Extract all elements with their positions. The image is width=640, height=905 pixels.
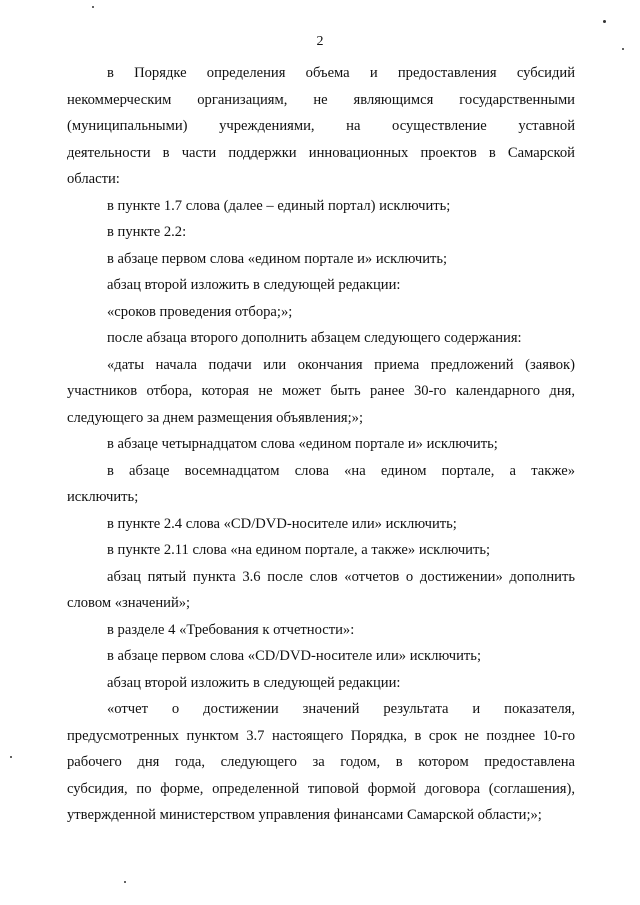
text-line: «отчет о достижении значений результата и показателя, bbox=[107, 701, 575, 717]
text-line: абзац второй изложить в следующей редакции: bbox=[107, 674, 401, 691]
page-number: 2 bbox=[316, 34, 324, 49]
text-line: области: bbox=[67, 171, 120, 187]
text-line: в пункте 2.11 слова «на едином портале, а также» исключить; bbox=[107, 542, 491, 558]
text-line: после абзаца второго дополнить абзацем следующего содержания: bbox=[107, 330, 522, 346]
text-line: некоммерческим организациям, не являющимся государственными bbox=[67, 91, 575, 108]
scan-speck bbox=[92, 6, 94, 8]
text-line: (муниципальными) учреждениями, на осуществление уставной bbox=[67, 118, 575, 134]
text-line: «даты начала подачи или окончания приема предложений (заявок) bbox=[107, 356, 575, 373]
text-line: «сроков проведения отбора;»; bbox=[107, 303, 293, 320]
text-line: в Порядке определения объема и предоставления субсидий bbox=[107, 65, 575, 81]
text-line: в абзаце первом слова «CD/DVD-носителе или» исключить; bbox=[107, 648, 481, 664]
text-line: абзац пятый пункта 3.6 после слов «отчетов о достижении» дополнить bbox=[107, 568, 575, 585]
text-line: деятельности в части поддержки инновационных проектов в Самарской bbox=[67, 144, 575, 161]
text-line: предусмотренных пунктом 3.7 настоящего Порядка, в срок не позднее 10-го bbox=[67, 727, 575, 744]
text-line: абзац второй изложить в следующей редакции: bbox=[107, 277, 401, 293]
scan-speck bbox=[10, 756, 12, 758]
scan-speck bbox=[124, 881, 126, 883]
text-line: в пункте 1.7 слова (далее – единый портал) исключить; bbox=[107, 197, 451, 214]
text-line: рабочего дня года, следующего за годом, в котором предоставлена bbox=[67, 754, 575, 770]
text-line: в абзаце четырнадцатом слова «едином портале и» исключить; bbox=[107, 436, 498, 452]
text-line: в абзаце первом слова «едином портале и» исключить; bbox=[107, 250, 448, 267]
text-line: следующего за днем размещения объявления;»; bbox=[67, 409, 363, 426]
text-line: в пункте 2.2: bbox=[107, 224, 187, 240]
scan-speck bbox=[603, 20, 606, 23]
document-body bbox=[67, 60, 575, 829]
text-line: в абзаце восемнадцатом слова «на едином портале, а также» bbox=[107, 462, 575, 479]
text-line: участников отбора, которая не может быть ранее 30-го календарного дня, bbox=[67, 383, 575, 399]
text-line: словом «значений»; bbox=[67, 595, 191, 611]
text-line: исключить; bbox=[67, 489, 139, 505]
text-line: субсидия, по форме, определенной типовой формой договора (соглашения), bbox=[67, 780, 575, 797]
text-line: в разделе 4 «Требования к отчетности»: bbox=[107, 621, 355, 638]
text-line: утвержденной министерством управления финансами Самарской области;»; bbox=[67, 807, 542, 823]
text-line: в пункте 2.4 слова «CD/DVD-носителе или» исключить; bbox=[107, 515, 457, 532]
scan-speck bbox=[622, 48, 624, 50]
